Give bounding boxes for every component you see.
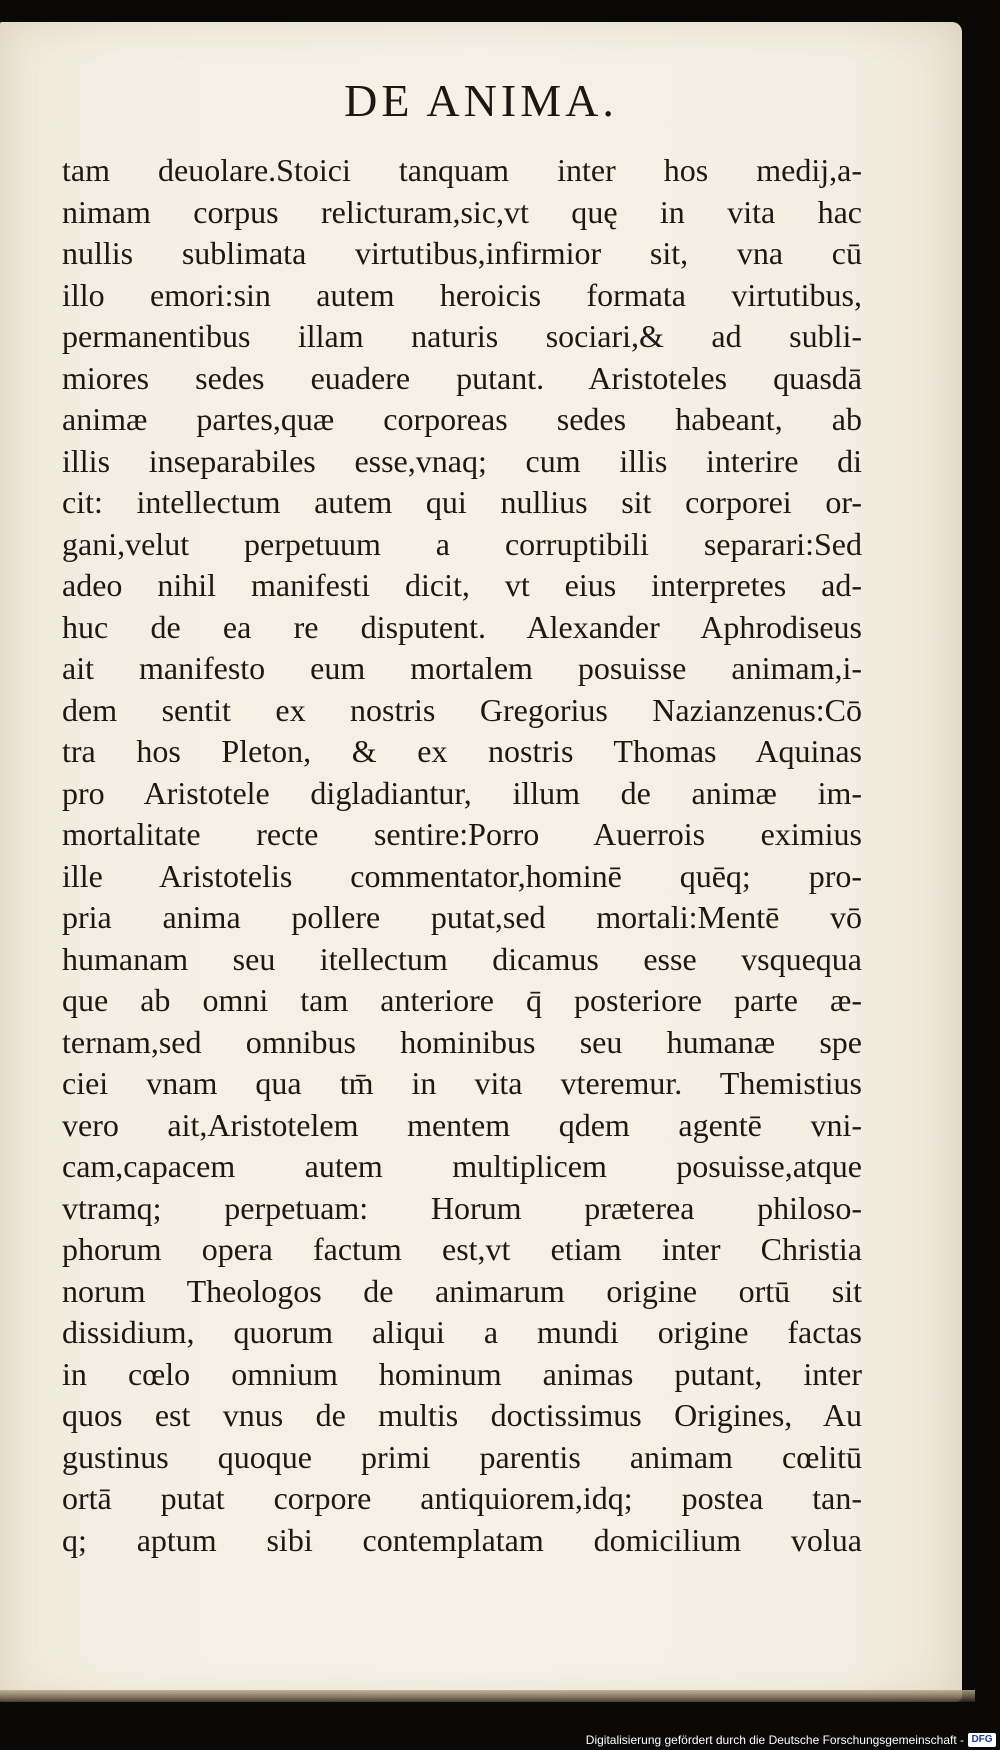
text-line: ternam,sed omnibus hominibus seu humanæ spe	[62, 1023, 862, 1060]
text-line: vero ait,Aristotelem mentem qdem agentē vni-	[62, 1106, 862, 1143]
text-line: ait manifesto eum mortalem posuisse animam,i-	[62, 650, 862, 686]
book-page	[0, 22, 962, 1702]
text-line: gani,velut perpetuum a corruptibili separari:Sed	[62, 525, 862, 562]
text-line: ciei vnam qua tm̄ in vita vteremur. Themistius	[62, 1065, 862, 1101]
text-line: que ab omni tam anteriore q̄ posteriore parte æ-	[62, 982, 862, 1018]
text-line: in cœlo omnium hominum animas putant, inter	[62, 1355, 862, 1392]
digitization-footer	[0, 1730, 1000, 1750]
text-line: vtramq; perpetuam: Horum præterea philoso-	[62, 1189, 862, 1226]
text-line: tam deuolare.Stoici tanquam inter hos medij,a-	[62, 152, 862, 188]
text-line: norum Theologos de animarum origine ortū sit	[62, 1272, 862, 1309]
text-line: illis inseparabiles esse,vnaq; cum illis interire di	[62, 442, 862, 479]
body-text	[62, 150, 862, 1561]
text-line: miores sedes euadere putant. Aristoteles quasdā	[62, 359, 862, 396]
dfg-logo-icon: DFG	[968, 1733, 996, 1747]
text-line: ille Aristotelis commentator,hominē quēq; pro-	[62, 857, 862, 894]
page-edge-shadow	[0, 1690, 975, 1702]
text-line: gustinus quoque primi parentis animam cœlitū	[62, 1438, 862, 1475]
text-line: q; aptum sibi contemplatam domicilium volua	[62, 1521, 862, 1558]
text-line: permanentibus illam naturis sociari,& ad subli-	[62, 318, 862, 354]
text-line: ortā putat corpore antiquiorem,idq; postea tan-	[62, 1480, 862, 1516]
text-line: pria anima pollere putat,sed mortali:Mentē vō	[62, 899, 862, 935]
text-line: adeo nihil manifesti dicit, vt eius interpretes ad-	[62, 567, 862, 603]
text-line: quos est vnus de multis doctissimus Origines, Au	[62, 1397, 862, 1433]
text-line: cit: intellectum autem qui nullius sit corporei or-	[62, 484, 862, 520]
text-line: nimam corpus relicturam,sic,vt quę in vita hac	[62, 193, 862, 230]
text-line: humanam seu itellectum dicamus esse vsquequa	[62, 940, 862, 977]
text-line: animæ partes,quæ corporeas sedes habeant, ab	[62, 401, 862, 437]
text-line: illo emori:sin autem heroicis formata virtutibus,	[62, 276, 862, 313]
dfg-credit-text: Digitalisierung gefördert durch die Deutsche Forschungsgemeinschaft -	[585, 1733, 964, 1747]
text-line: cam,capacem autem multiplicem posuisse,atque	[62, 1148, 862, 1184]
text-line: dem sentit ex nostris Gregorius Nazianzenus:Cō	[62, 691, 862, 728]
text-line: mortalitate recte sentire:Porro Auerrois eximius	[62, 816, 862, 852]
text-line: tra hos Pleton, & ex nostris Thomas Aquinas	[62, 733, 862, 769]
text-line: dissidium, quorum aliqui a mundi origine factas	[62, 1314, 862, 1350]
text-line: nullis sublimata virtutibus,infirmior sit, vna cū	[62, 235, 862, 271]
text-line: phorum opera factum est,vt etiam inter Christia	[62, 1231, 862, 1267]
running-head: DE ANIMA.	[344, 75, 618, 126]
text-line: huc de ea re disputent. Alexander Aphrodiseus	[62, 608, 862, 645]
text-line: pro Aristotele digladiantur, illum de animæ im-	[62, 774, 862, 811]
